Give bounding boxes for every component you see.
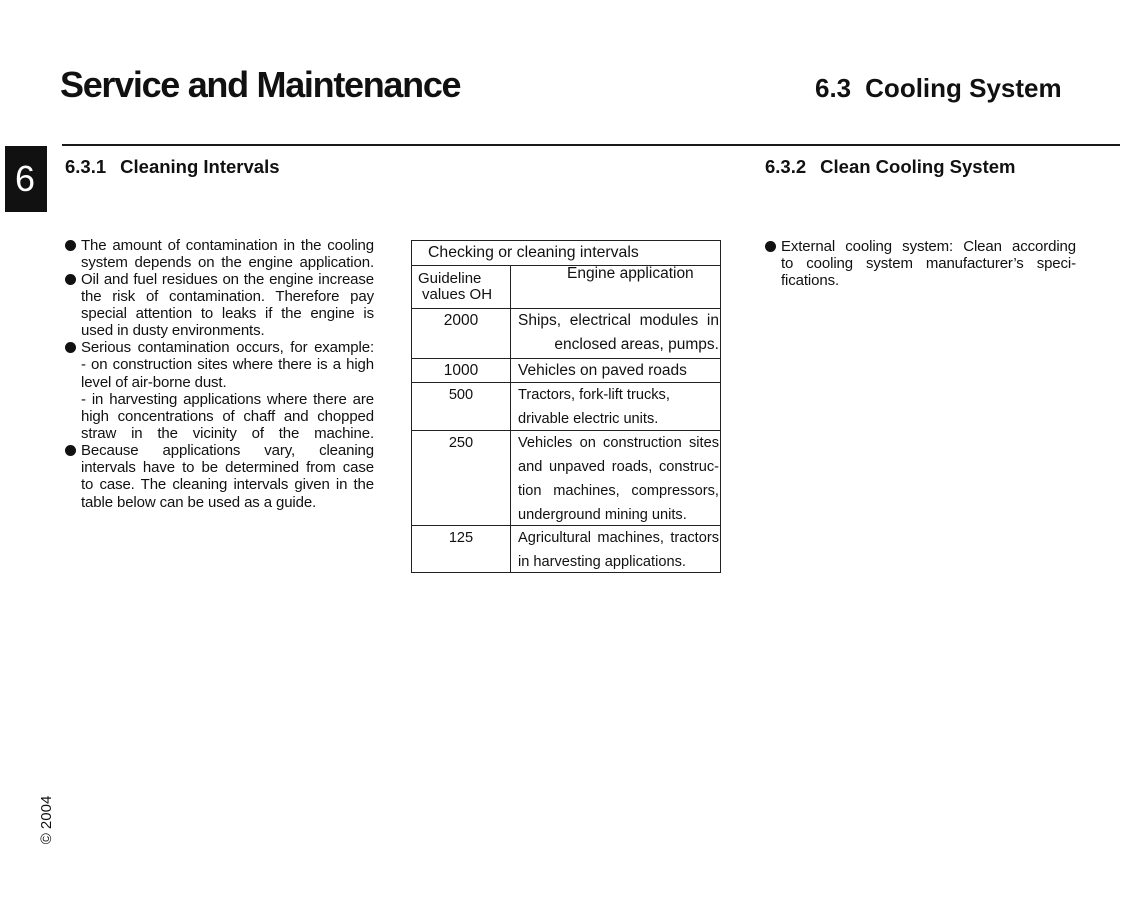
bullet-item [65, 237, 374, 271]
engine-application [510, 359, 720, 382]
interval-hours: 250 [448, 435, 474, 451]
application-line: Tractors, fork-lift trucks, [518, 387, 670, 403]
section-title: Cleaning Intervals [120, 156, 280, 177]
text-line [65, 288, 374, 305]
interval-hours: 1000 [443, 362, 479, 379]
bullet-icon [765, 241, 776, 252]
text-line-content: level of air-borne dust. [81, 373, 227, 391]
text-line-content: high concentrations of chaff and chopped [81, 407, 374, 425]
text-line [65, 408, 374, 425]
section-title: Clean Cooling System [820, 156, 1016, 177]
application-line: Vehicles on construction sites [518, 435, 719, 451]
text-line [65, 425, 374, 442]
application-line: underground mining units. [518, 507, 687, 523]
header-line: Guideline [418, 270, 482, 287]
text-line-content: used in dusty environments. [81, 322, 265, 340]
text-line [65, 237, 374, 254]
engine-application [510, 431, 720, 525]
engine-application [510, 309, 720, 358]
bullet-icon [65, 445, 76, 456]
text-line-content: fications. [781, 271, 839, 289]
text-line-content: Serious contamination occurs, for example: [81, 339, 374, 357]
bullet-icon [65, 240, 76, 251]
text-line [65, 322, 374, 339]
text-line [765, 255, 1076, 272]
interval-hours: 2000 [443, 312, 479, 329]
text-line [765, 238, 1076, 255]
engine-application [510, 526, 720, 572]
table-caption: Checking or cleaning intervals [428, 244, 639, 261]
text-line-content: - on construction sites where there is a high [81, 356, 374, 374]
text-line [65, 442, 374, 459]
chapter-tab [5, 146, 47, 212]
cleaning-intervals-table [411, 240, 721, 573]
text-line-content: Because applications vary, cleaning [81, 442, 374, 460]
text-line [65, 476, 374, 493]
bullet-item [65, 271, 374, 340]
section-heading-clean-cooling-system [765, 156, 1015, 178]
bullet-item [65, 442, 374, 511]
table-row [412, 308, 720, 358]
interval-hours: 125 [448, 530, 474, 546]
header-divider [62, 144, 1120, 146]
header-line: values OH [422, 286, 493, 303]
text-line [65, 339, 374, 356]
text-line-content: system depends on the engine application. [81, 253, 374, 271]
text-line [65, 374, 374, 391]
text-line-content: the risk of contamination. Therefore pay [81, 287, 374, 305]
text-line [65, 494, 374, 511]
application-line: Ships, electrical modules in [518, 312, 719, 329]
bullet-item [65, 339, 374, 442]
column-header-engine-application: Engine application [510, 266, 720, 308]
bullet-item [765, 238, 1076, 289]
text-line-content: - in harvesting applications where there are [81, 390, 374, 408]
text-line-content: special attention to leaks if the engine is [81, 305, 374, 323]
application-line: enclosed areas, pumps. [554, 336, 719, 353]
page-title: Service and Maintenance [60, 64, 461, 105]
engine-application [510, 383, 720, 430]
table-caption-row [412, 241, 720, 265]
clean-cooling-system-text [765, 238, 1076, 289]
table-row [412, 430, 720, 525]
text-line [65, 254, 374, 271]
text-line [65, 391, 374, 408]
section-heading-cleaning-intervals [65, 156, 280, 178]
chapter-number: 6.3 [815, 73, 852, 103]
table-row [412, 358, 720, 382]
bullet-icon [65, 342, 76, 353]
application-line: Vehicles on paved roads [518, 362, 687, 379]
application-line: drivable electric units. [518, 411, 659, 427]
copyright-notice: © 2004 [38, 795, 55, 845]
table-header-row [412, 265, 720, 308]
text-line-content: straw in the vicinity of the machine. [81, 425, 374, 443]
application-line: in harvesting applications. [518, 554, 686, 570]
text-line [765, 272, 1076, 289]
text-line [65, 459, 374, 476]
text-line-content: The amount of contamination in the cooling [81, 236, 374, 254]
text-line-content: to case. The cleaning intervals given in the [81, 476, 374, 494]
chapter-tab-label: 6 [15, 158, 36, 199]
bullet-icon [65, 274, 76, 285]
text-line-content: intervals have to be determined from case [81, 459, 374, 477]
application-line: and unpaved roads, construc- [518, 459, 719, 475]
interval-hours: 500 [448, 387, 474, 403]
text-line-content: External cooling system: Clean according [781, 237, 1076, 255]
text-line-content: to cooling system manufacturer’s speci- [781, 254, 1076, 272]
application-line: Agricultural machines, tractors [518, 530, 719, 546]
chapter-heading [815, 72, 1062, 104]
section-number: 6.3.2 [765, 156, 807, 177]
text-line-content: table below can be used as a guide. [81, 493, 317, 511]
cleaning-intervals-text [65, 237, 374, 511]
application-line: tion machines, compressors, [518, 483, 719, 499]
chapter-title: Cooling System [865, 73, 1062, 103]
text-line [65, 271, 374, 288]
column-header-guideline-values [412, 266, 510, 308]
text-line-content: Oil and fuel residues on the engine increase [81, 270, 374, 288]
table-row [412, 382, 720, 430]
table-row [412, 525, 720, 572]
text-line [65, 305, 374, 322]
section-number: 6.3.1 [65, 156, 107, 177]
text-line [65, 356, 374, 373]
